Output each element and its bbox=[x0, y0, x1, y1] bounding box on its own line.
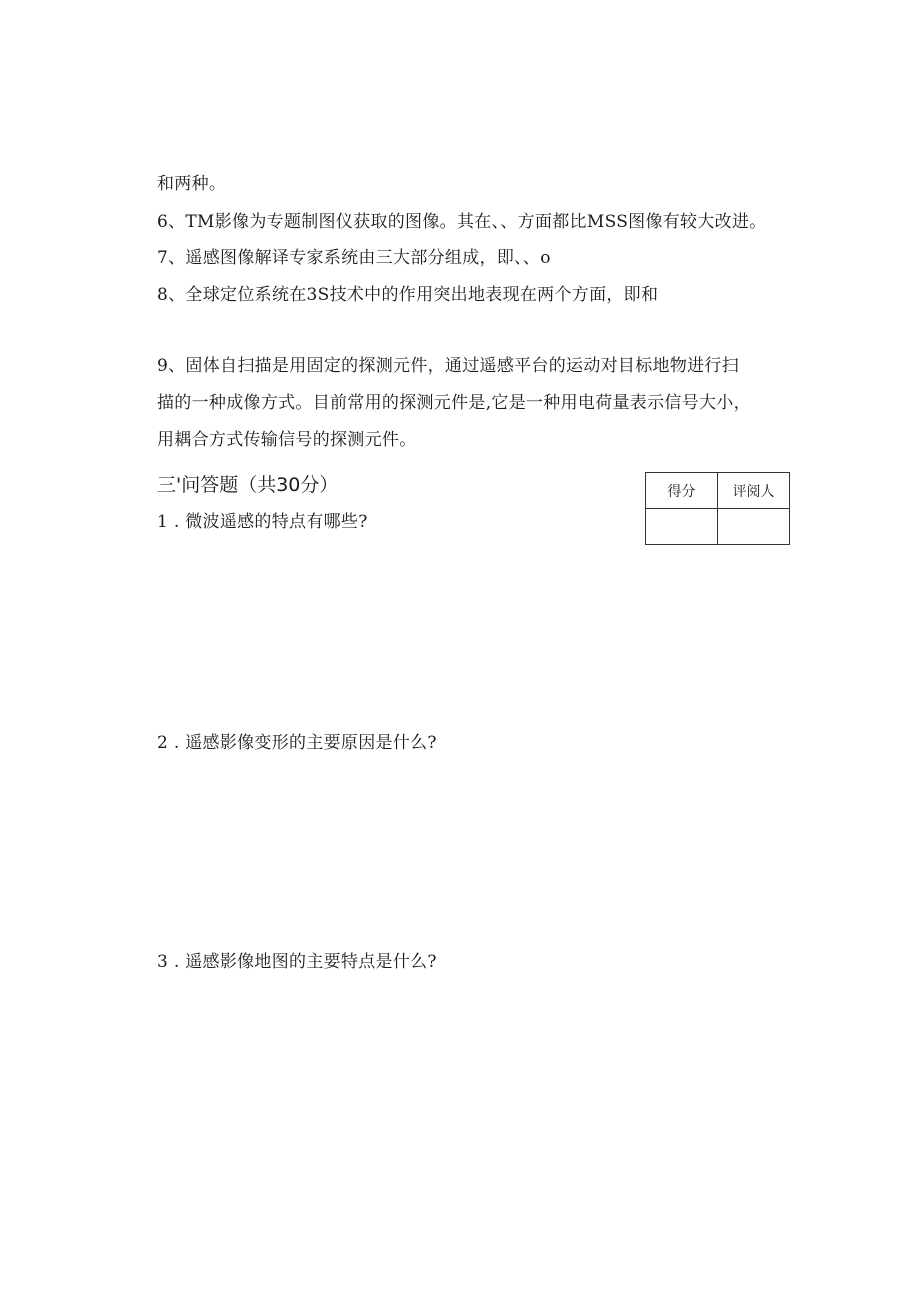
fill-blank-question-7: 7、遥感图像解译专家系统由三大部分组成，即、、o bbox=[157, 248, 551, 268]
fill-blank-line-1: 和两种。 bbox=[157, 174, 227, 194]
question-3: 3 . 遥感影像地图的主要特点是什么? bbox=[157, 952, 437, 972]
fill-blank-question-8: 8、全球定位系统在3S技术中的作用突出地表现在两个方面，即和 bbox=[157, 285, 659, 305]
score-table bbox=[645, 472, 790, 545]
fill-blank-question-9-line-3: 用耦合方式传输信号的探测元件。 bbox=[157, 430, 417, 450]
fill-blank-question-9-line-2: 描的一种成像方式。目前常用的探测元件是,它是一种用电荷量表示信号大小， bbox=[157, 393, 751, 413]
fill-blank-question-9-line-1: 9、固体自扫描是用固定的探测元件，通过遥感平台的运动对目标地物进行扫 bbox=[157, 356, 740, 376]
section-title-short-answer: 三'问答题（共30分） bbox=[157, 474, 339, 496]
question-1: 1 . 微波遥感的特点有哪些? bbox=[157, 512, 368, 532]
reviewer-header: 评阅人 bbox=[718, 473, 790, 509]
score-header: 得分 bbox=[646, 473, 718, 509]
fill-blank-question-6: 6、TM影像为专题制图仪获取的图像。其在、、方面都比MSS图像有较大改进。 bbox=[157, 212, 767, 232]
reviewer-cell[interactable] bbox=[718, 509, 790, 545]
score-cell[interactable] bbox=[646, 509, 718, 545]
question-2: 2 . 遥感影像变形的主要原因是什么? bbox=[157, 733, 437, 753]
